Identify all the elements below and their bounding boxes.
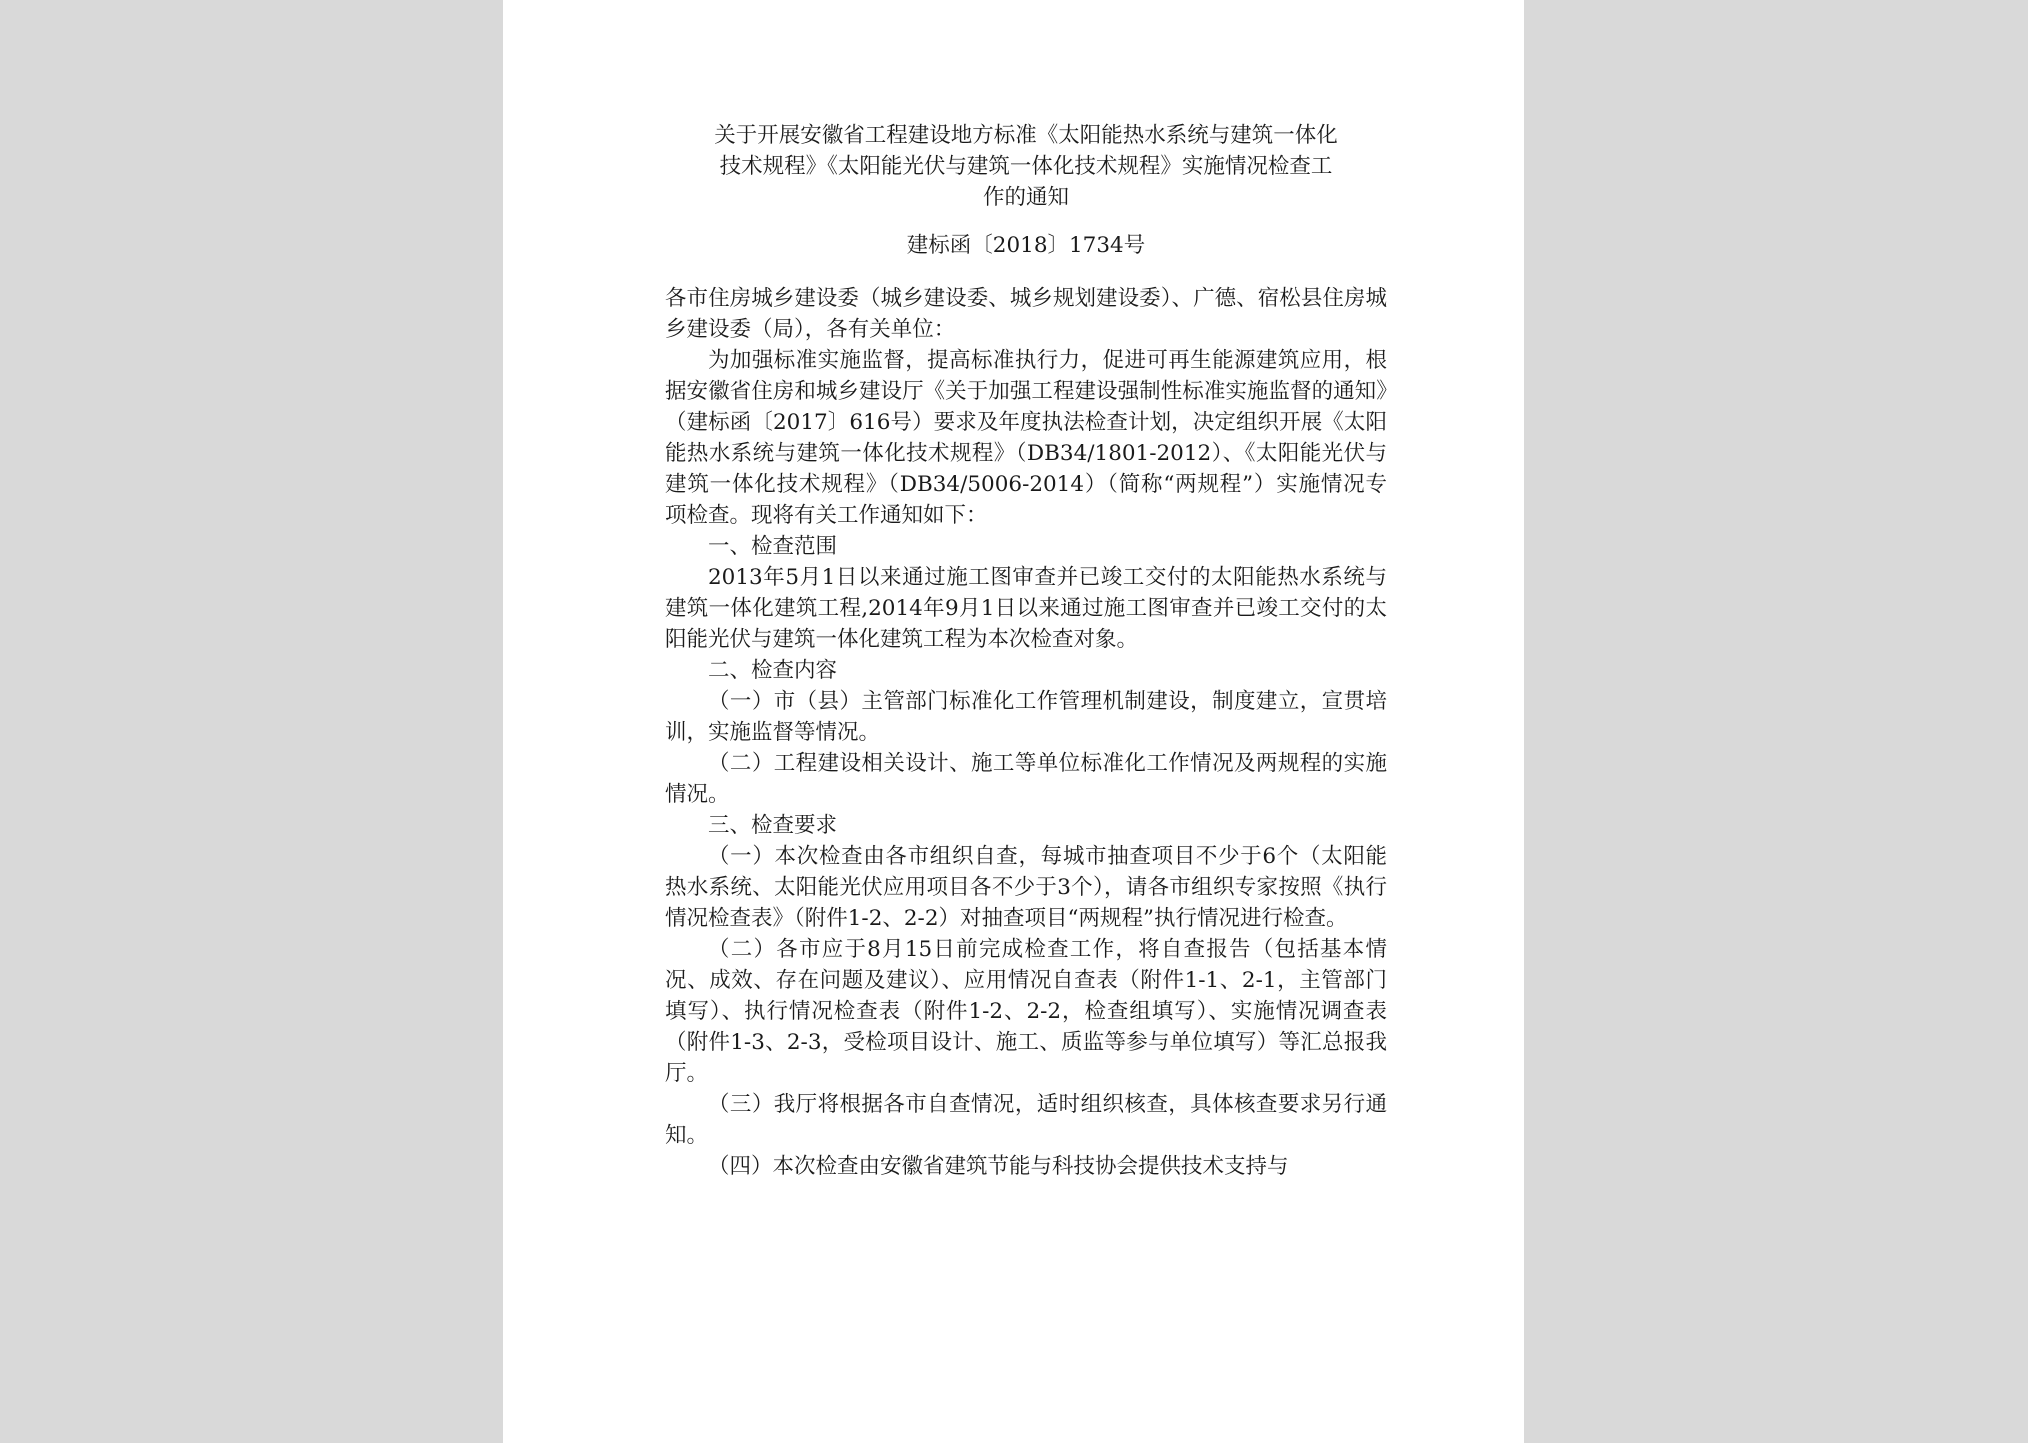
intro-paragraph: 为加强标准实施监督，提高标准执行力，促进可再生能源建筑应用，根据安徽省住房和城乡建设厅《关于加强工程建设强制性标准实施监督的通知》（建标函〔2017〕616号）要求及年度执法检查计划，决定组织开展《太阳能热水系统与建筑一体化技术规程》（DB34/1801-2012）、《太阳能光伏与建筑一体化技术规程》（DB34/5006-2014）（简称“两规程”）实施情况专项检查。现将有关工作通知如下： — [665, 348, 1387, 528]
document-title — [665, 120, 1387, 213]
section-heading: 一、检查范围 — [708, 534, 838, 559]
page-content — [665, 120, 1387, 1182]
section-paragraph: （三）我厅将根据各市自查情况，适时组织核查，具体核查要求另行通知。 — [665, 1092, 1387, 1148]
title-line: 作的通知 — [982, 185, 1069, 210]
document-number: 建标函〔2018〕1734号 — [906, 233, 1146, 258]
section-paragraph: （一）市（县）主管部门标准化工作管理机制建设，制度建立，宣贯培训，实施监督等情况。 — [665, 689, 1387, 745]
section-paragraph: （一）本次检查由各市组织自查，每城市抽查项目不少于6个（太阳能热水系统、太阳能光伏应用项目各不少于3个），请各市组织专家按照《执行情况检查表》（附件1-2、2-2）对抽查项目“两规程”执行情况进行检查。 — [665, 844, 1387, 931]
section-paragraph: 2013年5月1日以来通过施工图审查并已竣工交付的太阳能热水系统与建筑一体化建筑工程,2014年9月1日以来通过施工图审查并已竣工交付的太阳能光伏与建筑一体化建筑工程为本次检查对象。 — [665, 565, 1387, 652]
title-line: 关于开展安徽省工程建设地方标准《太阳能热水系统与建筑一体化 — [714, 123, 1338, 148]
section-paragraph: （二）各市应于8月15日前完成检查工作，将自查报告（包括基本情况、成效、存在问题及建议）、应用情况自查表（附件1-1、2-1，主管部门填写）、执行情况检查表（附件1-2、2-2，检查组填写）、实施情况调查表（附件1-3、2-3，受检项目设计、施工、质监等参与单位填写）等汇总报我厅。 — [665, 937, 1387, 1086]
title-line: 技术规程》《太阳能光伏与建筑一体化技术规程》实施情况检查工 — [719, 154, 1333, 179]
section-heading: 二、检查内容 — [708, 658, 838, 683]
section-paragraph: （四）本次检查由安徽省建筑节能与科技协会提供技术支持与 — [708, 1154, 1289, 1179]
section-heading: 三、检查要求 — [708, 813, 838, 838]
section-paragraph: （二）工程建设相关设计、施工等单位标准化工作情况及两规程的实施情况。 — [665, 751, 1387, 807]
addressee: 各市住房城乡建设委（城乡建设委、城乡规划建设委）、广德、宿松县住房城乡建设委（局），各有关单位： — [665, 286, 1387, 342]
document-page — [503, 0, 1524, 1443]
